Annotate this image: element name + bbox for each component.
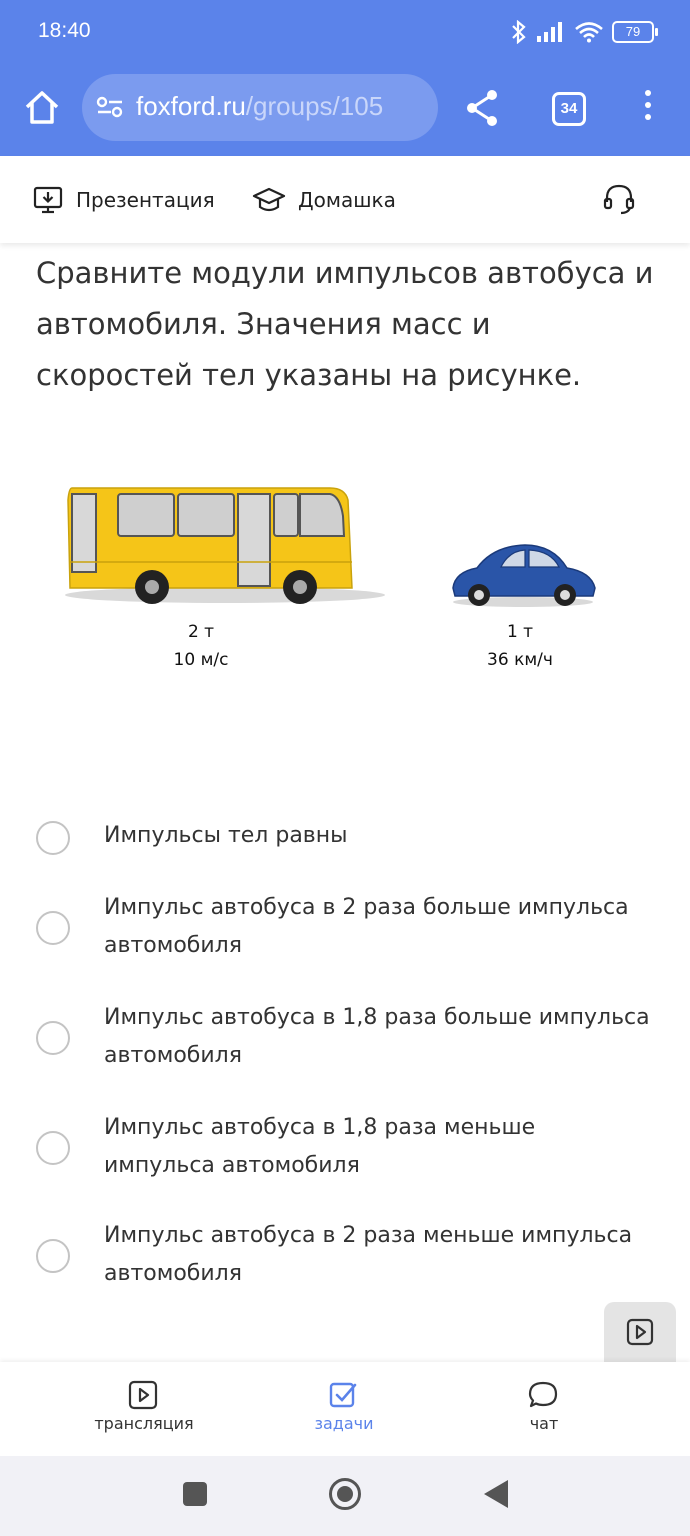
more-menu-icon[interactable]	[640, 90, 656, 126]
radio-button[interactable]	[36, 1131, 70, 1165]
status-time: 18:40	[38, 19, 91, 42]
presentation-button[interactable]	[32, 156, 215, 243]
bus-illustration	[60, 470, 390, 620]
tab-stream-label: трансляция	[94, 1414, 194, 1433]
bus-parameters	[166, 618, 236, 674]
home-icon[interactable]	[22, 88, 62, 128]
share-icon[interactable]	[464, 88, 500, 128]
homework-label: Домашка	[298, 187, 396, 212]
url-host: foxford.ru	[136, 91, 246, 121]
answer-option-label: Импульс автобуса в 2 раза меньше импульса автомобиля	[104, 1223, 633, 1286]
battery-icon: 79	[612, 21, 654, 43]
bus-speed: 10 м/с	[173, 650, 229, 670]
status-icons	[510, 20, 654, 44]
question-text: Сравните модули импульсов автобуса и автомобиля. Значения масс и скоростей тел указаны на рисунке.	[36, 256, 654, 392]
recent-apps-icon[interactable]	[183, 1482, 207, 1506]
tab-stream[interactable]	[64, 1362, 224, 1456]
system-navigation-bar	[0, 1456, 690, 1536]
tab-chat-label: чат	[529, 1414, 559, 1433]
url-text[interactable]	[136, 91, 383, 122]
headset-support-icon[interactable]	[602, 182, 636, 216]
lesson-toolbar	[0, 156, 690, 243]
tasks-check-icon	[328, 1380, 358, 1410]
presentation-label: Презентация	[76, 187, 215, 212]
tabs-count-button[interactable]: 34	[552, 92, 586, 126]
wifi-icon	[574, 21, 604, 43]
car-illustration	[445, 540, 605, 610]
signal-icon	[536, 21, 566, 43]
url-path: /groups/105	[245, 91, 384, 121]
answer-option-label: Импульс автобуса в 1,8 раза меньше импульса автомобиля	[104, 1115, 536, 1178]
radio-button[interactable]	[36, 911, 70, 945]
floating-video-button[interactable]	[604, 1302, 676, 1362]
radio-button[interactable]	[36, 1021, 70, 1055]
stream-play-icon	[128, 1380, 158, 1410]
car-parameters	[475, 618, 565, 674]
answer-option-label: Импульс автобуса в 2 раза больше импульса автомобиля	[104, 895, 629, 958]
tab-tasks-label: задачи	[314, 1414, 374, 1433]
radio-button[interactable]	[36, 821, 70, 855]
address-bar[interactable]	[82, 74, 438, 141]
bluetooth-icon	[510, 20, 528, 44]
download-presentation-icon	[32, 185, 64, 215]
bus-mass: 2 т	[187, 622, 215, 642]
status-bar	[0, 0, 690, 68]
homework-button[interactable]	[252, 156, 396, 243]
browser-bar	[0, 68, 690, 156]
chat-bubble-icon	[528, 1380, 558, 1410]
answer-option-label: Импульсы тел равны	[104, 823, 348, 848]
answer-option-label: Импульс автобуса в 1,8 раза больше импульса автомобиля	[104, 1005, 650, 1068]
system-home-icon[interactable]	[329, 1478, 361, 1510]
site-settings-icon[interactable]	[96, 95, 124, 119]
graduation-cap-icon	[252, 186, 286, 214]
radio-button[interactable]	[36, 1239, 70, 1273]
play-icon	[626, 1318, 654, 1346]
back-icon[interactable]	[484, 1480, 508, 1508]
car-mass: 1 т	[506, 622, 534, 642]
question-figure	[60, 470, 620, 680]
bottom-nav	[0, 1362, 690, 1456]
tab-chat[interactable]	[464, 1362, 624, 1456]
tab-tasks[interactable]	[264, 1362, 424, 1456]
car-speed: 36 км/ч	[487, 650, 553, 670]
